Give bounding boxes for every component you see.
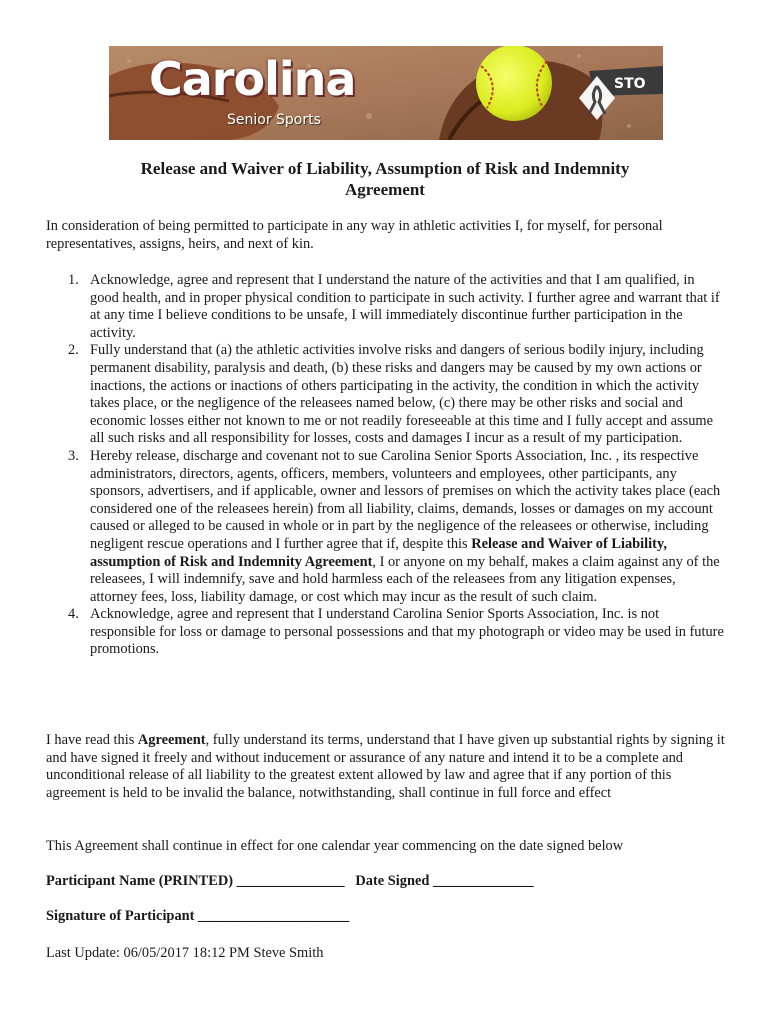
item-text-before: Hereby release, discharge and covenant not to sue Carolina Senior Sports Association, Inc. , its respective administrators, directors, agents, officers, members, volunteers and employees, other participants, any sponsors, advertisers, and if applicable, owner and lessors of premises on which the activity takes place (each considered one of the releasees herein) from all liability, claims, demands, losses or damages on my account caused or alleged to be caused in whole or in part by the negligence of the releasees or otherwise, including negligent rescue operations and I further agree that if, despite this [90,447,721,552]
item-number: 3. [68,447,79,464]
item-text: Acknowledge, agree and represent that I understand Carolina Senior Sports Association, Inc. is not responsible for loss or damage to personal possessions and that my photograph or video may be used in future promotions. [90,606,724,658]
title-line-2: Agreement [345,180,425,199]
title-line-1: Release and Waiver of Liability, Assumption of Risk and Indemnity [140,159,630,178]
participant-name-row [46,873,534,890]
item-text-bold: Release and Waiver of Liability, assumption of Risk and Indemnity Agreement [90,535,667,570]
acknowledgement-list [46,272,726,659]
item-text-after: , I or anyone on my behalf, makes a claim against any of the releasees, I will indemnify, save and hold harmless each of the releasees from any litigation expenses, attorney fees, loss, liability damage, or cost which may incur as the result of such claim. [90,553,720,605]
date-signed-field[interactable]: ______________ [432,873,534,889]
list-item [46,272,726,342]
date-signed-label: Date Signed [355,873,430,889]
logo-subtitle: Senior Sports [227,112,321,128]
item-number: 1. [68,272,79,288]
read-text-before: I have read this [46,732,138,748]
item-text: Fully understand that (a) the athletic activities involve risks and dangers of serious bodily injury, including permanent disability, paralysis and death, (b) these risks and dangers may be caused by my own actions or inactions, the actions or inactions of others participating in the activity, the condition in which the activity takes place, or the negligence of the releasees named below, (c) there may be other risks and social and economic losses either not known to me or not readily foreseeable at this time and I fully accept and assume all such risks and all responsibility for losses, costs and damages I incur as a result of my participation. [90,342,713,447]
item-text: Acknowledge, agree and represent that I understand the nature of the activities and that I am qualified, in good health, and in proper physical condition to participate in such activity. I further agree and warrant that if at any time I believe conditions to be unsafe, I will immediately discontinue further participation in the activity. [90,272,720,341]
continuation-paragraph: This Agreement shall continue in effect for one calendar year commencing on the date signed below [46,838,624,854]
participant-name-field[interactable]: _______________ [236,873,345,889]
signature-field[interactable]: _____________________ [198,908,350,924]
read-text-bold: Agreement [137,732,206,748]
logo-wordmark: Carolina [149,52,356,106]
carolina-senior-sports-banner [109,46,663,140]
item-number: 2. [68,342,79,359]
list-item [46,448,726,606]
last-update-note: Last Update: 06/05/2017 18:12 PM Steve Smith [46,945,324,961]
agreement-read-paragraph [46,732,726,802]
signature-row [46,908,349,925]
bat-label: STO [614,76,646,92]
list-item [46,342,726,448]
participant-name-label: Participant Name (PRINTED) [46,873,234,889]
item-number: 4. [68,606,79,623]
list-item [46,606,726,659]
intro-paragraph: In consideration of being permitted to participate in any way in athletic activities I, for myself, for personal representatives, assigns, heirs, and next of kin. [46,218,663,252]
signature-label: Signature of Participant [46,908,195,924]
read-text-after: , fully understand its terms, understand that I have given up substantial rights by signing it and have signed it freely and without inducement or assurance of any nature and intend it to be a complete and unconditional release of all liability to the greatest extent allowed by law and agree that if any portion of this agreement is held to be invalid the balance, notwithstanding, shall continue in full force and effect [46,732,725,801]
document-title [0,158,770,200]
